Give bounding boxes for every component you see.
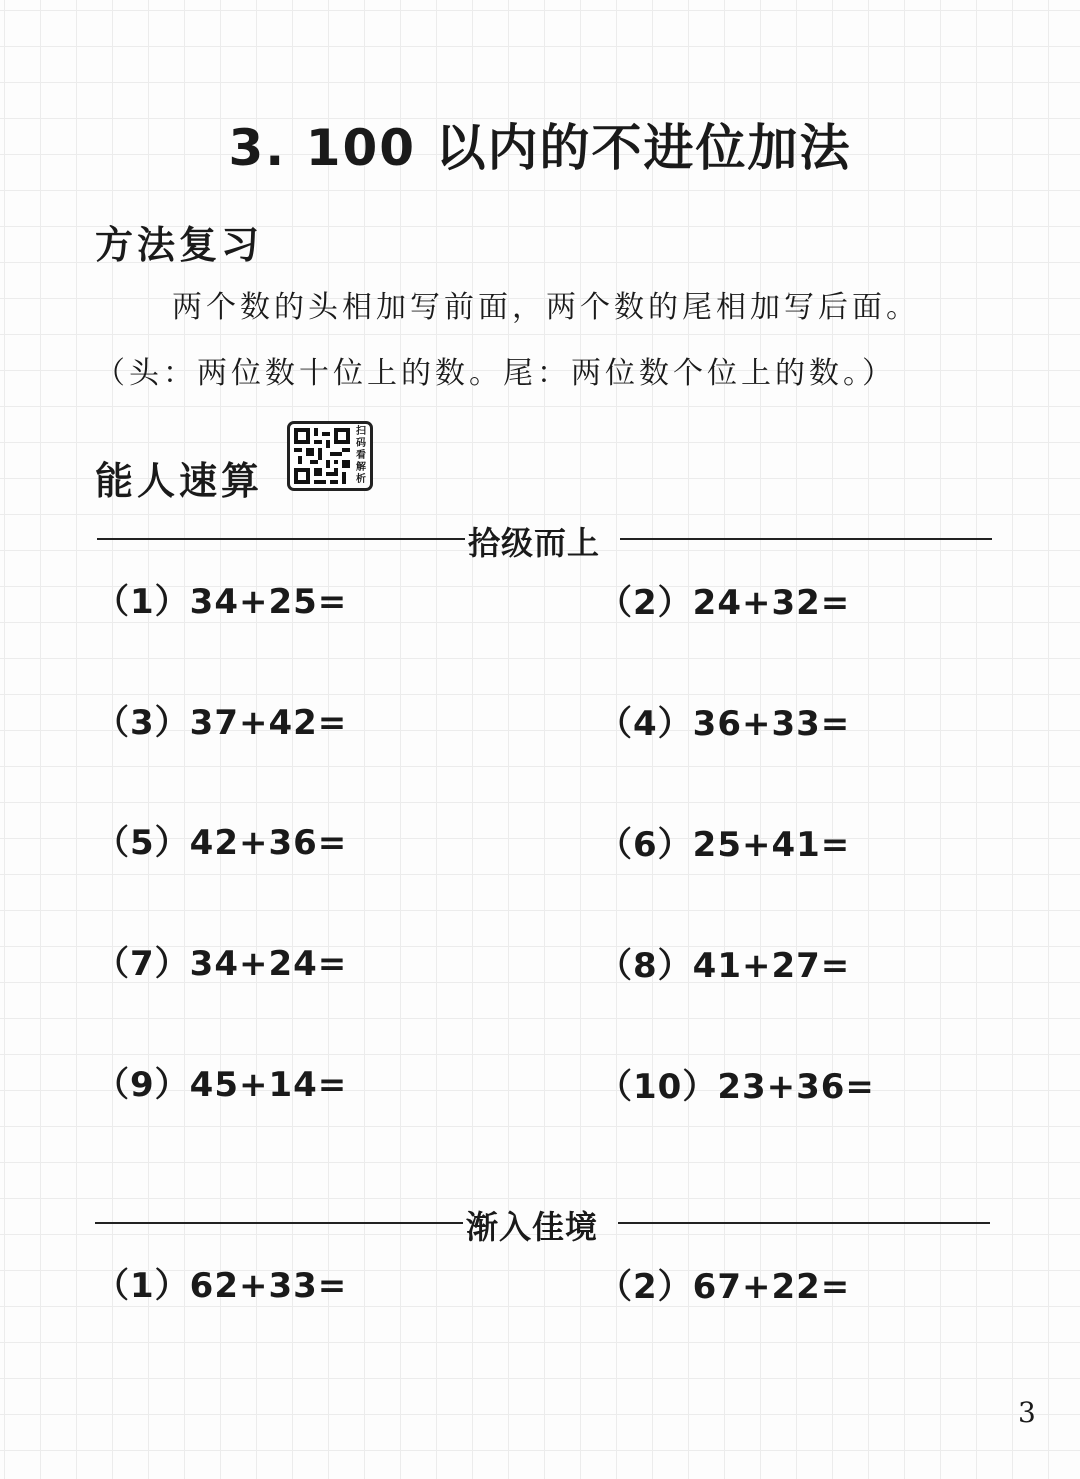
problem-item: （1）34+25=: [95, 582, 348, 622]
problem-item: （2）24+32=: [598, 583, 851, 623]
method-definition-text: （头：两位数十位上的数。尾：两位数个位上的数。）: [95, 356, 896, 391]
problem-item: （7）34+24=: [95, 944, 348, 984]
qr-code-label: 扫码看解析: [356, 426, 366, 485]
section2-right-rule: [618, 1222, 990, 1224]
problem-item: （3）37+42=: [95, 703, 348, 743]
section1-title: 拾级而上: [468, 524, 601, 562]
problem-item: （2）67+22=: [598, 1267, 851, 1307]
problem-item: （5）42+36=: [95, 823, 348, 863]
qr-code-icon: [294, 428, 350, 484]
section2-title: 渐入佳境: [466, 1208, 599, 1246]
practice-heading: 能人速算: [95, 459, 264, 503]
section1-left-rule: [97, 538, 465, 540]
page-number: 3: [1018, 1396, 1036, 1429]
qr-code[interactable]: [287, 421, 373, 491]
problem-item: （10）23+36=: [598, 1067, 875, 1107]
method-rule-text: 两个数的头相加写前面，两个数的尾相加写后面。: [172, 290, 920, 325]
page-title: 3. 100 以内的不进位加法: [228, 119, 852, 177]
problem-item: （1）62+33=: [95, 1266, 348, 1306]
problem-item: （8）41+27=: [598, 946, 851, 986]
problem-item: （9）45+14=: [95, 1065, 348, 1105]
problem-item: （6）25+41=: [598, 825, 851, 865]
problem-item: （4）36+33=: [598, 704, 851, 744]
method-review-heading: 方法复习: [95, 223, 264, 267]
section2-left-rule: [95, 1222, 463, 1224]
section1-right-rule: [620, 538, 992, 540]
